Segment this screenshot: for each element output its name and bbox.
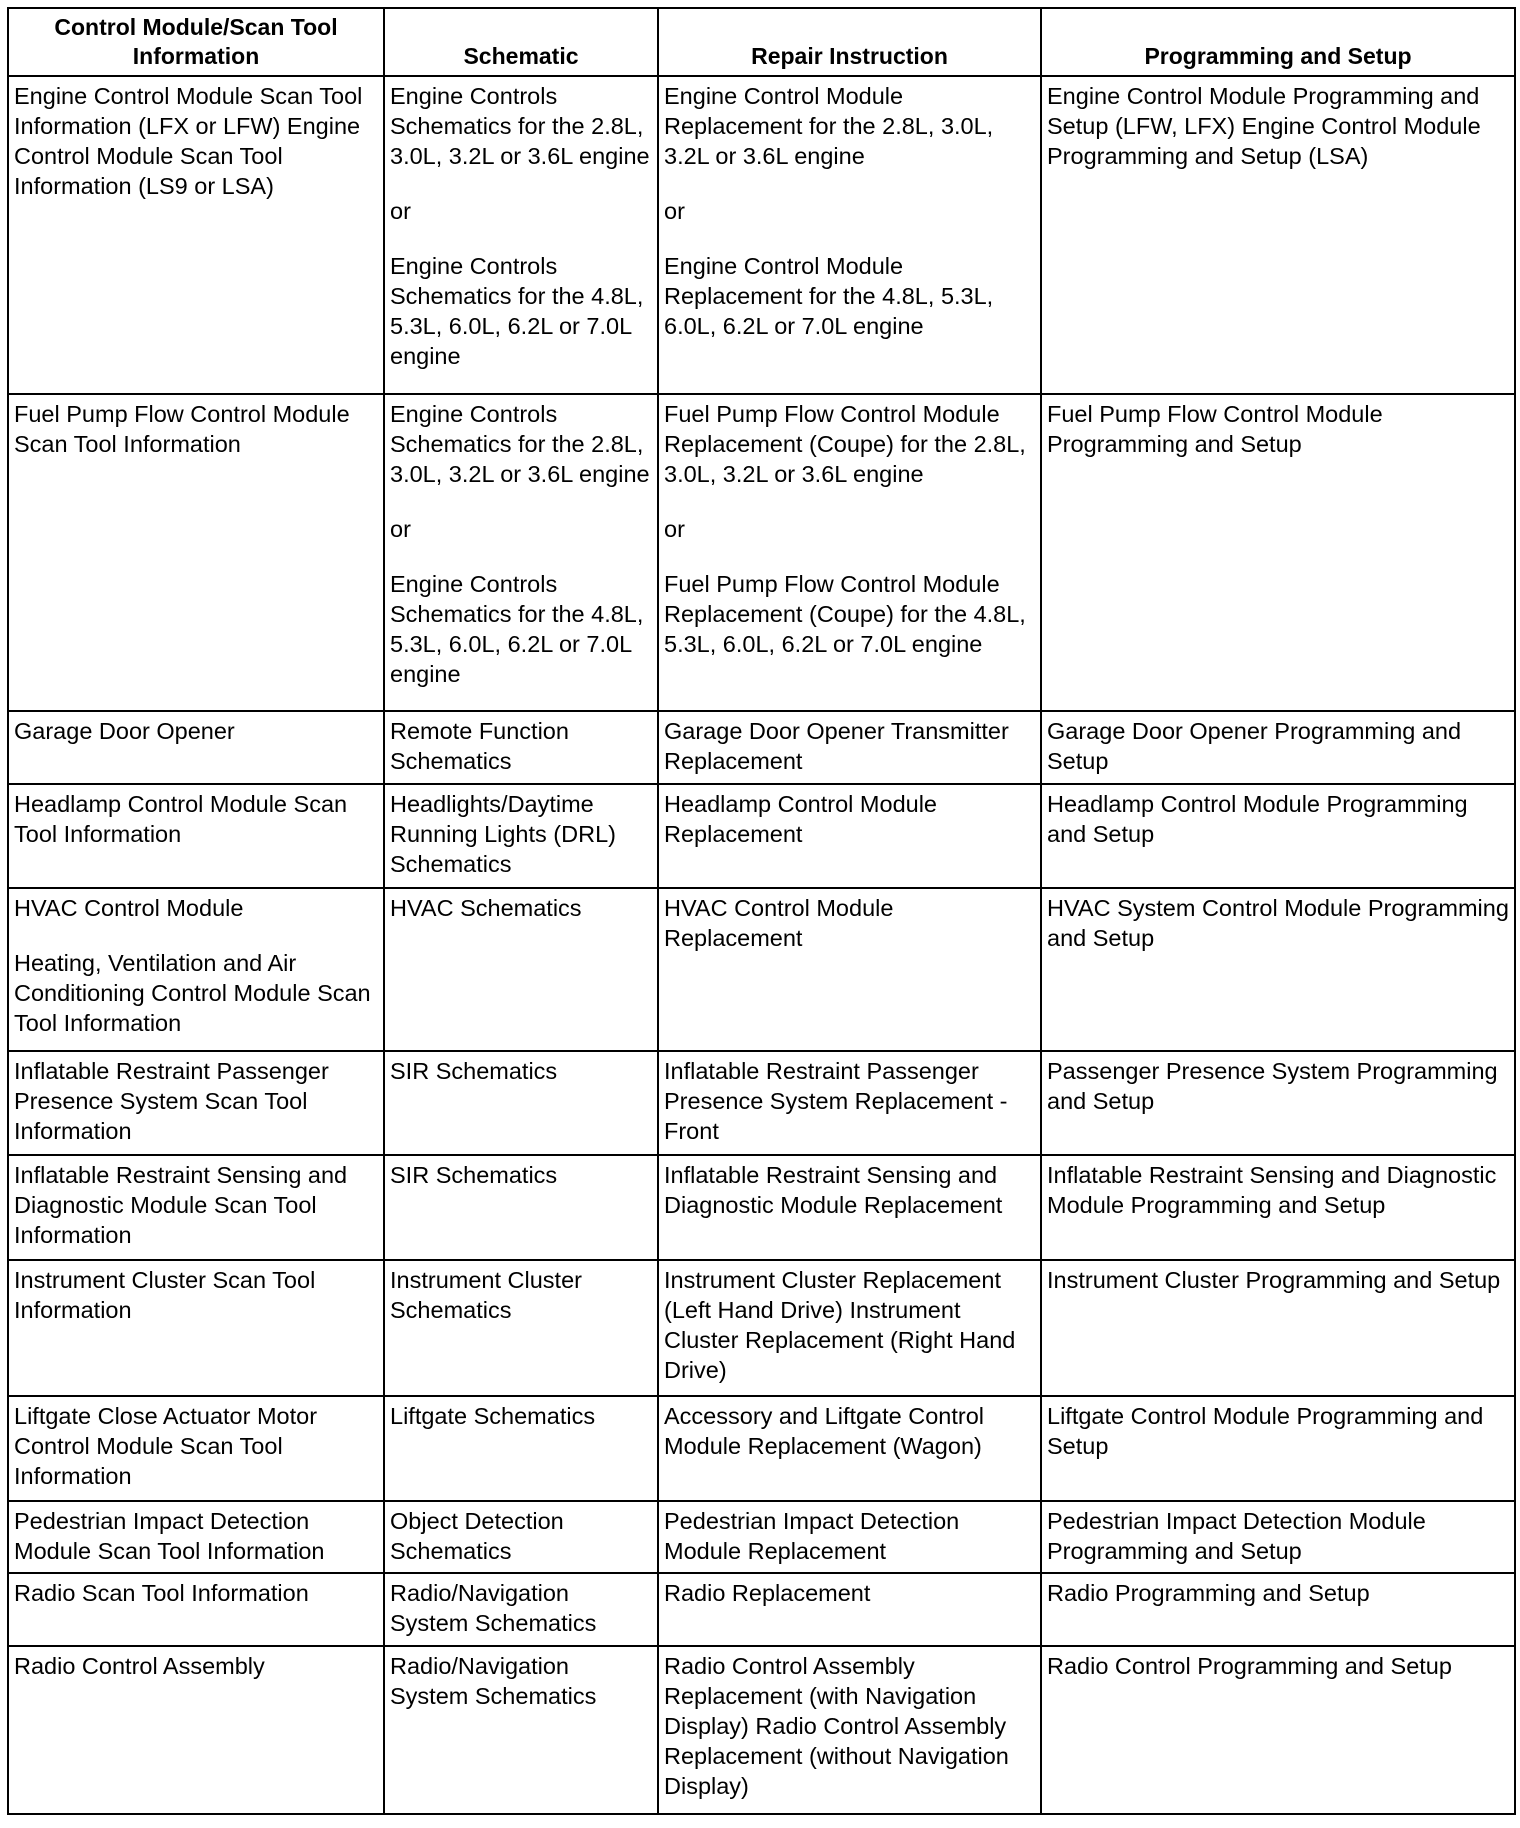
cell-text: Instrument Cluster Replacement (Left Hand Drive) Instrument Cluster Replacement (Right Hand Drive): [664, 1266, 1016, 1383]
cell-text: Headlamp Control Module Scan Tool Information: [14, 790, 348, 847]
cell-programming-setup: [1041, 1646, 1515, 1814]
cell-control-module: [8, 1646, 384, 1814]
cell-control-module: [8, 1155, 384, 1259]
table-row: [8, 1260, 1515, 1396]
cell-schematic: [384, 784, 658, 888]
module-reference-table: [7, 7, 1516, 1815]
cell-text: Fuel Pump Flow Control Module Replacement (Coupe) for the 2.8L, 3.0L, 3.2L or 3.6L engine: [664, 400, 1026, 487]
cell-text: Instrument Cluster Scan Tool Information: [14, 1266, 316, 1323]
cell-text: Engine Controls Schematics for the 2.8L, 3.0L, 3.2L or 3.6L engine: [390, 400, 650, 487]
cell-text: Engine Controls Schematics for the 4.8L, 5.3L, 6.0L, 6.2L or 7.0L engine: [390, 570, 644, 687]
cell-programming-setup: [1041, 394, 1515, 712]
cell-repair-instruction: [658, 394, 1041, 712]
cell-text: Pedestrian Impact Detection Module Programming and Setup: [1047, 1507, 1426, 1564]
cell-text: Object Detection Schematics: [390, 1507, 564, 1564]
cell-text: Fuel Pump Flow Control Module Programming and Setup: [1047, 400, 1383, 457]
cell-programming-setup: [1041, 1396, 1515, 1500]
cell-repair-instruction: [658, 1155, 1041, 1259]
cell-schematic: [384, 394, 658, 712]
cell-text: or: [664, 198, 685, 224]
cell-control-module: [8, 394, 384, 712]
cell-text: SIR Schematics: [390, 1058, 558, 1084]
cell-text: Pedestrian Impact Detection Module Scan Tool Information: [14, 1507, 325, 1564]
cell-text: Headlamp Control Module Programming and Setup: [1047, 790, 1468, 847]
header-control-module: Control Module/Scan Tool Information: [8, 8, 384, 76]
table-row: [8, 1155, 1515, 1259]
cell-text: Garage Door Opener Programming and Setup: [1047, 718, 1462, 775]
cell-schematic: [384, 76, 658, 394]
cell-text: Engine Controls Schematics for the 2.8L, 3.0L, 3.2L or 3.6L engine: [390, 83, 650, 169]
cell-text: Radio Programming and Setup: [1047, 1580, 1370, 1607]
cell-text: HVAC Control Module: [14, 894, 244, 921]
table-row: [8, 76, 1515, 394]
cell-programming-setup: [1041, 784, 1515, 888]
table-row: [8, 1646, 1515, 1814]
table-body: [8, 76, 1515, 1814]
cell-schematic: [384, 1051, 658, 1155]
table-row: [8, 1396, 1515, 1500]
cell-text: Engine Control Module Replacement for the 4.8L, 5.3L, 6.0L, 6.2L or 7.0L engine: [664, 253, 994, 339]
cell-repair-instruction: [658, 1051, 1041, 1155]
cell-text: Engine Control Module Programming and Setup (LFW, LFX) Engine Control Module Programming and Setup (LSA): [1047, 83, 1481, 169]
cell-text: Radio/Navigation System Schematics: [390, 1652, 597, 1709]
cell-text: Radio/Navigation System Schematics: [390, 1580, 597, 1637]
cell-text: Liftgate Close Actuator Motor Control Module Scan Tool Information: [14, 1403, 318, 1490]
cell-text: Inflatable Restraint Passenger Presence System Replacement - Front: [664, 1058, 1008, 1144]
cell-text: Radio Control Assembly Replacement (with Navigation Display) Radio Control Assembly Replacement (without Navigation Display): [664, 1652, 1009, 1799]
cell-schematic: [384, 1646, 658, 1814]
cell-repair-instruction: [658, 1260, 1041, 1396]
cell-repair-instruction: [658, 784, 1041, 888]
cell-text: Engine Controls Schematics for the 4.8L, 5.3L, 6.0L, 6.2L or 7.0L engine: [390, 253, 644, 369]
cell-control-module: [8, 1573, 384, 1645]
cell-text: Pedestrian Impact Detection Module Replacement: [664, 1507, 960, 1564]
cell-schematic: [384, 711, 658, 783]
cell-control-module: [8, 888, 384, 1051]
cell-programming-setup: [1041, 1155, 1515, 1259]
header-repair-instruction: Repair Instruction: [658, 8, 1041, 76]
cell-text: Engine Control Module Scan Tool Information (LFX or LFW) Engine Control Module Scan Tool Information (LS9 or LSA): [14, 83, 363, 199]
cell-repair-instruction: [658, 1396, 1041, 1500]
cell-programming-setup: [1041, 1260, 1515, 1396]
cell-repair-instruction: [658, 1501, 1041, 1573]
cell-schematic: [384, 1260, 658, 1396]
cell-text: Fuel Pump Flow Control Module Replacement (Coupe) for the 4.8L, 5.3L, 6.0L, 6.2L or 7.0L engine: [664, 570, 1026, 657]
cell-programming-setup: [1041, 888, 1515, 1051]
cell-text: Engine Control Module Replacement for the 2.8L, 3.0L, 3.2L or 3.6L engine: [664, 83, 994, 169]
cell-text: Liftgate Control Module Programming and Setup: [1047, 1403, 1484, 1460]
header-row: [8, 8, 1515, 76]
table-row: [8, 1573, 1515, 1645]
cell-text: HVAC System Control Module Programming and Setup: [1047, 894, 1509, 951]
cell-control-module: [8, 1501, 384, 1573]
cell-text: Instrument Cluster Programming and Setup: [1047, 1266, 1501, 1293]
cell-programming-setup: [1041, 1501, 1515, 1573]
table-row: [8, 394, 1515, 712]
table-row: [8, 888, 1515, 1051]
cell-text: or: [664, 515, 685, 542]
cell-text: Radio Control Assembly: [14, 1652, 265, 1679]
cell-text: SIR Schematics: [390, 1162, 558, 1189]
cell-text: Heating, Ventilation and Air Conditioning Control Module Scan Tool Information: [14, 949, 371, 1036]
cell-text: Inflatable Restraint Sensing and Diagnostic Module Programming and Setup: [1047, 1162, 1497, 1219]
cell-text: Inflatable Restraint Sensing and Diagnostic Module Scan Tool Information: [14, 1162, 348, 1249]
cell-text: Remote Function Schematics: [390, 718, 569, 775]
cell-control-module: [8, 1396, 384, 1500]
cell-text: HVAC Control Module Replacement: [664, 894, 894, 951]
table-header: [8, 8, 1515, 76]
cell-text: HVAC Schematics: [390, 894, 582, 921]
cell-schematic: [384, 1155, 658, 1259]
cell-text: Fuel Pump Flow Control Module Scan Tool Information: [14, 400, 350, 457]
cell-schematic: [384, 1573, 658, 1645]
cell-control-module: [8, 711, 384, 783]
cell-control-module: [8, 76, 384, 394]
cell-repair-instruction: [658, 1573, 1041, 1645]
table-row: [8, 1051, 1515, 1155]
header-schematic: Schematic: [384, 8, 658, 76]
cell-repair-instruction: [658, 711, 1041, 783]
table-row: [8, 1501, 1515, 1573]
table-row: [8, 711, 1515, 783]
cell-text: Headlights/Daytime Running Lights (DRL) Schematics: [390, 790, 616, 877]
cell-schematic: [384, 888, 658, 1051]
cell-control-module: [8, 1051, 384, 1155]
cell-schematic: [384, 1501, 658, 1573]
cell-programming-setup: [1041, 1051, 1515, 1155]
cell-control-module: [8, 1260, 384, 1396]
cell-text: Passenger Presence System Programming and Setup: [1047, 1058, 1498, 1114]
cell-programming-setup: [1041, 76, 1515, 394]
cell-text: Garage Door Opener: [14, 718, 235, 745]
cell-text: or: [390, 515, 411, 542]
cell-programming-setup: [1041, 711, 1515, 783]
cell-text: Liftgate Schematics: [390, 1403, 596, 1430]
cell-text: Radio Replacement: [664, 1580, 871, 1607]
cell-text: Instrument Cluster Schematics: [390, 1266, 582, 1323]
cell-text: Inflatable Restraint Passenger Presence System Scan Tool Information: [14, 1058, 329, 1144]
cell-text: Headlamp Control Module Replacement: [664, 790, 938, 847]
cell-programming-setup: [1041, 1573, 1515, 1645]
cell-text: Radio Scan Tool Information: [14, 1580, 309, 1607]
cell-text: or: [390, 198, 411, 224]
cell-text: Accessory and Liftgate Control Module Replacement (Wagon): [664, 1403, 985, 1460]
table-row: [8, 784, 1515, 888]
header-programming-setup: Programming and Setup: [1041, 8, 1515, 76]
cell-repair-instruction: [658, 76, 1041, 394]
cell-text: Garage Door Opener Transmitter Replacement: [664, 718, 1009, 775]
cell-repair-instruction: [658, 888, 1041, 1051]
cell-control-module: [8, 784, 384, 888]
cell-text: Radio Control Programming and Setup: [1047, 1652, 1452, 1679]
cell-schematic: [384, 1396, 658, 1500]
cell-repair-instruction: [658, 1646, 1041, 1814]
cell-text: Inflatable Restraint Sensing and Diagnostic Module Replacement: [664, 1162, 1003, 1219]
